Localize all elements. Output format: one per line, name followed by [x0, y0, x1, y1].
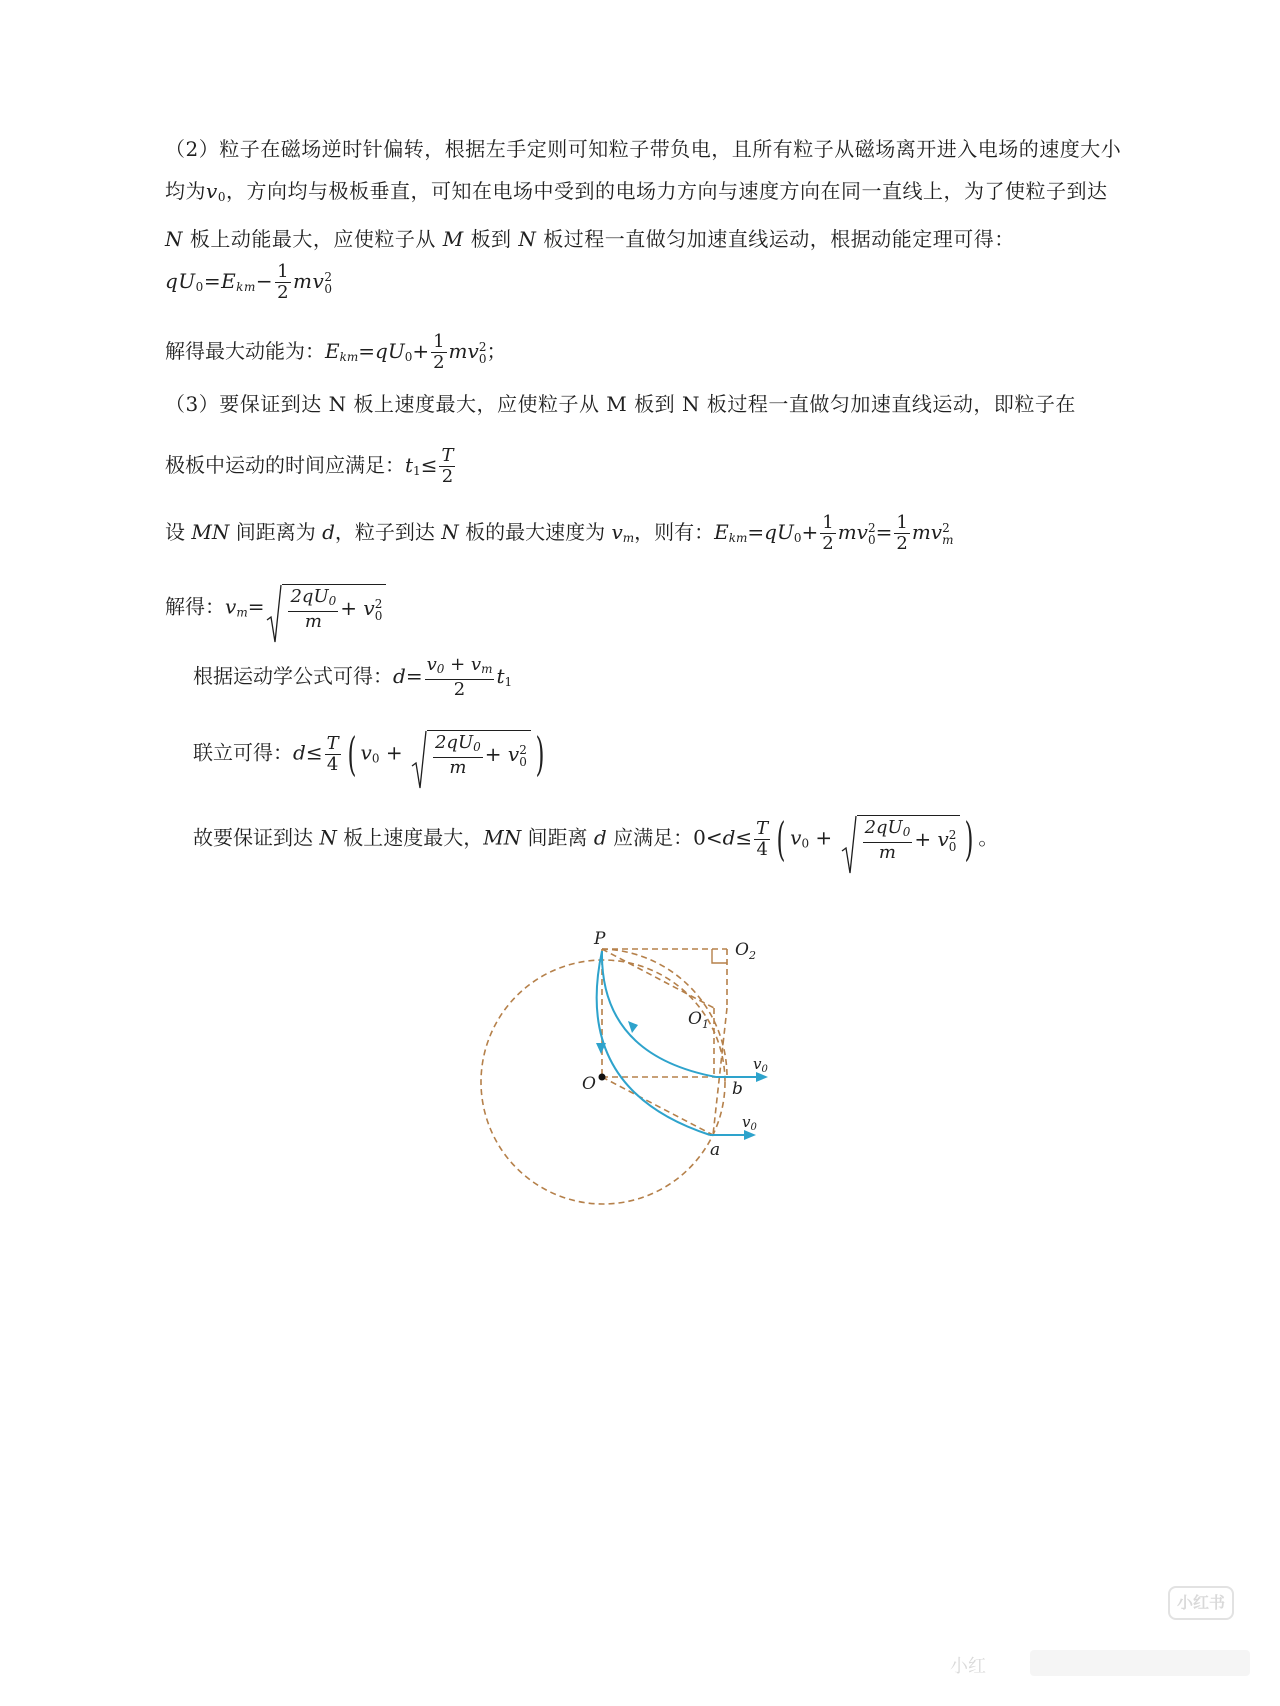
eq-term: qU	[165, 269, 196, 293]
frac-den: 4	[754, 839, 770, 860]
dashed-line-O-a	[602, 1077, 713, 1135]
trajectory-arc-a	[597, 951, 710, 1135]
num-text: 2qU	[864, 817, 903, 838]
sub: 0	[519, 754, 527, 769]
N-symbol: N	[441, 520, 459, 544]
eq-subscript: 0	[195, 280, 204, 294]
radical-sign	[841, 815, 857, 875]
frac-num: 1	[822, 512, 834, 533]
sup: 2	[942, 520, 950, 535]
part2-text: 板上动能最大，应使粒子从	[189, 227, 436, 251]
part2-text: 板到	[470, 227, 512, 251]
M-symbol: M	[442, 227, 464, 251]
frac-den: 2	[896, 533, 908, 554]
part3-line-2	[165, 446, 457, 487]
sub: 0	[473, 740, 481, 754]
text: 间距离	[521, 825, 594, 850]
sub: m	[942, 532, 954, 547]
label-O1	[688, 1009, 709, 1031]
label-v0-bottom	[742, 1113, 757, 1133]
eq-subscript: 0	[371, 751, 380, 766]
label-O2-main: O	[735, 940, 749, 960]
eq-term: E	[714, 520, 729, 544]
watermark-user-text: 小红	[950, 1656, 986, 1677]
result2-prefix: 解得最大动能为：	[165, 339, 325, 363]
punct: ；	[486, 339, 507, 363]
eq-term: v	[790, 825, 802, 850]
N-symbol: N	[319, 825, 337, 850]
label-a: a	[710, 1140, 721, 1160]
part2-text: 板过程一直做匀加速直线运动，根据动能定理可得：	[543, 227, 1015, 251]
eq-term: v	[360, 740, 372, 765]
frac-den: 2	[433, 352, 445, 373]
T-over-4	[754, 819, 770, 860]
dashed-line-P-O1	[602, 949, 714, 1008]
result2-line	[165, 332, 506, 373]
direction-arrow-arc	[628, 1021, 638, 1033]
set-distance-line	[165, 513, 953, 554]
part2-text: ，方向均与极板垂直，可知在电场中受到的电场力方向与速度方向在同一直线上，为了使粒子到达	[225, 179, 1108, 203]
frac-num: 1	[277, 261, 290, 282]
frac-num: 1	[896, 512, 908, 533]
half-fraction	[820, 513, 835, 554]
frac-den: 2	[425, 679, 495, 700]
watermark-badge-text: 小红书	[1176, 1593, 1225, 1612]
text: 根据运动学公式可得：	[193, 664, 393, 688]
text: 间距离为	[229, 520, 323, 544]
vm-symbol: v	[611, 520, 623, 544]
sqrt-body	[857, 815, 961, 863]
eq-subscript: m	[236, 605, 248, 620]
eq-operator: ≤	[420, 453, 438, 477]
sub: 0	[867, 532, 876, 547]
sqrt-expression	[841, 815, 961, 863]
supsub	[375, 598, 383, 622]
sub: 0	[328, 594, 337, 608]
text: 设	[165, 520, 192, 544]
supsub	[942, 522, 953, 546]
eq-subscript: km	[339, 350, 359, 364]
eq-term: mv	[837, 520, 868, 544]
frac-num	[288, 587, 338, 611]
d-symbol: d	[593, 825, 607, 850]
fraction	[433, 733, 483, 778]
eq-subscript: m	[622, 531, 635, 545]
frac-den: 2	[439, 466, 455, 487]
text: ，则有：	[634, 520, 715, 544]
eq-term: + v	[914, 827, 949, 851]
frac-den: 4	[325, 754, 341, 775]
label-O1-sub: 1	[701, 1018, 709, 1031]
part2-text: （2）粒子在磁场逆时针偏转，根据左手定则可知粒子带负电，且所有粒子从磁场离开进入电场的速度大小均为	[165, 137, 1122, 203]
sup: 2	[948, 827, 957, 842]
combined-line	[193, 727, 549, 781]
num-text: 2qU	[434, 732, 474, 753]
sqrt-body	[427, 730, 531, 778]
right-angle-mark	[712, 949, 727, 963]
sup: 2	[324, 269, 333, 284]
label-v0-bottom-main: v	[742, 1113, 751, 1131]
eq-operator: −	[255, 269, 274, 293]
label-b: b	[732, 1079, 743, 1099]
eq-operator: +	[801, 520, 819, 544]
T-over-2	[439, 446, 455, 487]
final-line	[193, 812, 999, 866]
sub: 0	[902, 825, 911, 839]
eq-subscript: 0	[801, 836, 810, 851]
label-v0-bottom-sub: 0	[750, 1122, 757, 1133]
sub: 0	[478, 351, 487, 366]
frac-den: m	[863, 842, 913, 863]
eq-term: mv	[293, 269, 325, 293]
supsub	[519, 744, 527, 768]
fraction	[863, 818, 913, 863]
N-symbol: N	[518, 227, 537, 251]
frac-num: T	[441, 445, 454, 466]
eq-operator: +	[379, 740, 409, 765]
sqrt-expression	[266, 584, 386, 632]
frac-den: m	[433, 757, 483, 778]
part2-paragraph	[165, 128, 1125, 308]
num-text: v	[426, 654, 437, 675]
eq-term: =qU	[747, 520, 794, 544]
trajectory-figure	[460, 915, 800, 1215]
supsub	[868, 522, 876, 546]
N-symbol: N	[165, 227, 183, 251]
watermark-bars	[1030, 1650, 1250, 1676]
eq-subscript: 0	[793, 531, 802, 545]
frac-num: T	[326, 732, 339, 754]
eq-subscript: 0	[404, 350, 413, 364]
eq-operator: +	[412, 339, 430, 363]
eq-term: t	[405, 453, 414, 477]
eq-term: mv	[448, 339, 479, 363]
sub: 0	[374, 608, 383, 623]
eq-operator: =	[405, 664, 423, 688]
label-P: P	[594, 929, 606, 949]
d-symbol: d	[722, 825, 736, 850]
label-O: O	[582, 1074, 596, 1094]
d-symbol: d	[322, 520, 335, 544]
part3-text: 极板中运动的时间应满足：	[165, 453, 405, 477]
eq-term: + v	[484, 742, 520, 766]
part3-text: （3）要保证到达 N 板上速度最大，应使粒子从 M 板到 N 板过程一直做匀加速直线运动，即粒子在	[165, 392, 1076, 416]
right-paren: )	[535, 727, 545, 781]
part3-line-1	[165, 390, 1076, 418]
eq-operator: =	[875, 520, 893, 544]
right-paren: )	[964, 812, 974, 866]
eq-term: mv	[911, 520, 943, 544]
fraction	[425, 655, 495, 700]
label-v0-top-sub: 0	[761, 1064, 768, 1075]
frac-den: 2	[277, 282, 290, 303]
sub: m	[481, 662, 493, 676]
half-fraction	[431, 332, 446, 373]
frac-num	[433, 733, 483, 757]
radical-sign	[266, 584, 282, 644]
frac-den: 2	[822, 533, 834, 554]
label-v0-top-main: v	[753, 1055, 762, 1073]
supsub	[324, 271, 332, 295]
num-text: 2qU	[290, 586, 329, 607]
text: ，粒子到达	[334, 520, 442, 544]
frac-num	[425, 655, 495, 679]
frac-num: T	[756, 817, 769, 839]
watermark-user	[950, 1652, 986, 1678]
v0-subscript: 0	[217, 190, 226, 204]
eq-term: d	[393, 664, 406, 688]
sub: 0	[948, 839, 957, 854]
eq-operator: =	[247, 594, 265, 619]
num-text: + v	[444, 654, 482, 675]
eq-term: v	[225, 594, 237, 619]
sup: 2	[867, 520, 876, 535]
punct: 。	[978, 825, 999, 850]
point-O-dot	[599, 1074, 606, 1081]
eq-term: d	[293, 740, 306, 765]
text: 解得：	[165, 594, 225, 619]
frac-num: 1	[433, 331, 445, 352]
sub: 0	[324, 281, 333, 296]
eq-term: t	[496, 664, 505, 688]
eq-subscript: 1	[413, 464, 421, 478]
T-over-4	[325, 734, 341, 775]
eq-operator: +	[809, 825, 839, 850]
eq-subscript: km	[728, 531, 748, 545]
frac-num	[863, 818, 913, 842]
eq-term: =qU	[358, 339, 405, 363]
half-fraction	[275, 262, 291, 303]
eq-term: =E	[203, 269, 237, 293]
frac-den: m	[288, 611, 338, 632]
dashed-arc-P-b	[602, 949, 727, 1075]
left-paren: (	[776, 812, 786, 866]
label-O1-main: O	[688, 1009, 702, 1029]
text: 联立可得：	[193, 740, 293, 765]
fraction	[288, 587, 338, 632]
sup: 2	[478, 339, 487, 354]
text: 板上速度最大，	[336, 825, 484, 850]
watermark-badge	[1168, 1586, 1234, 1620]
sup: 2	[374, 596, 383, 611]
sqrt-body	[282, 584, 386, 632]
text: 板的最大速度为	[458, 520, 612, 544]
d-formula-line	[193, 655, 512, 700]
v0-symbol: v	[206, 179, 218, 203]
MN-symbol: MN	[483, 825, 522, 850]
eq-operator: ≤	[305, 740, 323, 765]
text: 故要保证到达	[193, 825, 320, 850]
eq-operator: ≤	[735, 825, 753, 850]
radical-sign	[411, 730, 427, 790]
half-fraction	[894, 513, 909, 554]
label-O2	[735, 940, 756, 962]
text: 应满足：0<	[606, 825, 723, 850]
sub: 0	[436, 662, 445, 676]
left-paren: (	[347, 727, 357, 781]
supsub	[949, 829, 957, 853]
MN-symbol: MN	[191, 520, 230, 544]
label-O2-sub: 2	[748, 949, 756, 962]
sqrt-expression	[411, 730, 531, 778]
label-v0-top	[753, 1055, 768, 1075]
sup: 2	[519, 742, 527, 757]
eq-subscript: 1	[504, 675, 513, 689]
equation-energy	[165, 261, 333, 303]
dashed-large-circle	[481, 960, 725, 1204]
vm-solution-line	[165, 584, 386, 632]
eq-term: E	[325, 339, 340, 363]
eq-term: + v	[340, 596, 375, 620]
eq-subscript: km	[236, 280, 256, 294]
